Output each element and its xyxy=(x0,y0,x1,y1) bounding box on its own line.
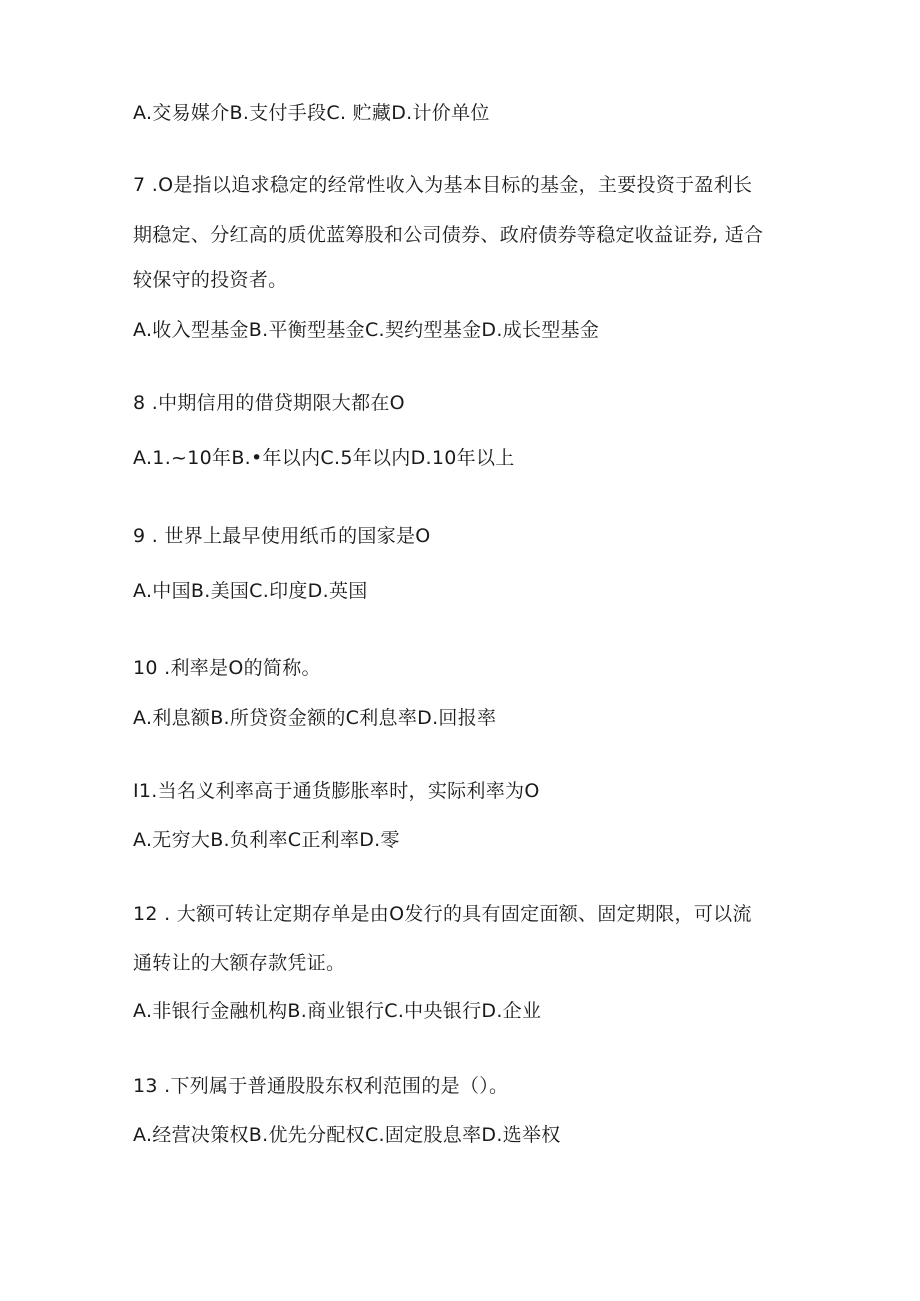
q6-options: A.交易媒介B.支付手段C. 贮藏D.计价单位 xyxy=(133,102,490,124)
q12-text-line-1: 12 . 大额可转让定期存单是由O发行的具有固定面额、固定期限，可以流 xyxy=(133,903,752,925)
q10-options: A.利息额B.所贷资金额的C利息率D.回报率 xyxy=(133,707,497,729)
q7-text-line-2: 期稳定、分红高的质优蓝筹股和公司债券、政府债券等稳定收益证券, 适合 xyxy=(133,224,764,246)
q9-options: A.中国B.美国C.印度D.英国 xyxy=(133,580,368,602)
q7-options: A.收入型基金B.平衡型基金C.契约型基金D.成长型基金 xyxy=(133,319,600,341)
q11-options: A.无穷大B.负利率C正利率D.零 xyxy=(133,829,400,851)
q10-text: 10 .利率是O的简称。 xyxy=(133,657,321,679)
q12-text-line-2: 通转让的大额存款凭证。 xyxy=(133,952,346,974)
q7-text-line-3: 较保守的投资者。 xyxy=(133,269,288,291)
q8-text: 8 .中期信用的借贷期限大都在O xyxy=(133,392,405,414)
q12-options: A.非银行金融机构B.商业银行C.中央银行D.企业 xyxy=(133,1000,542,1022)
q11-text: I1.当名义利率高于通货膨胀率时，实际利率为O xyxy=(133,780,540,802)
q8-options: A.1.~10年B.•年以内C.5年以内D.10年以上 xyxy=(133,447,515,469)
q13-options: A.经营决策权B.优先分配权C.固定股息率D.选举权 xyxy=(133,1124,561,1146)
q9-text: 9 . 世界上最早使用纸币的国家是O xyxy=(133,525,431,547)
q13-text: 13 .下列属于普通股股东权利范围的是（）。 xyxy=(133,1075,509,1097)
q7-text-line-1: 7 .O是指以追求稳定的经常性收入为基本目标的基金，主要投资于盈利长 xyxy=(133,174,753,196)
